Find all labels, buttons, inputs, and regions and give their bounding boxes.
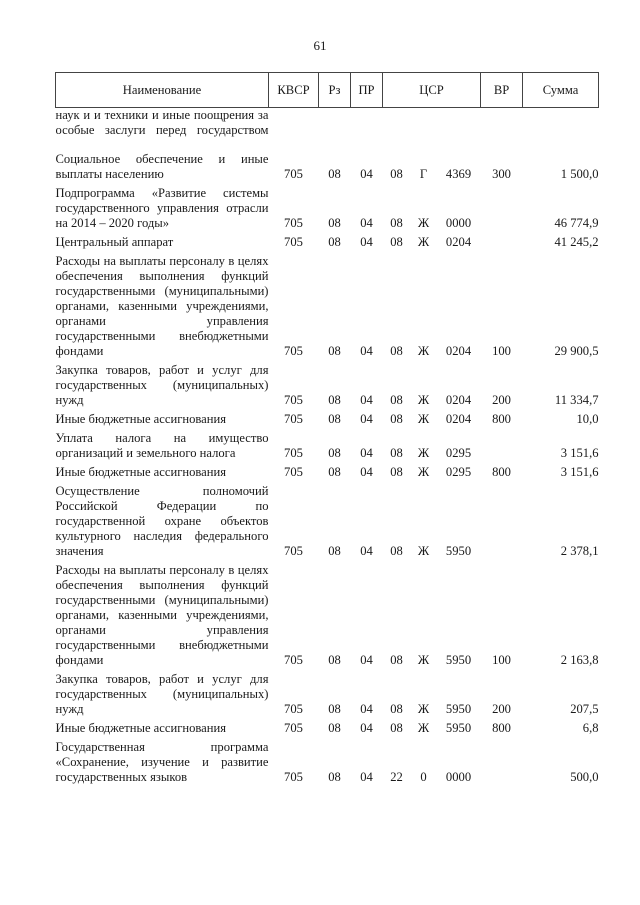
row-csr-direction: 0295 bbox=[445, 465, 472, 479]
row-kvsr: 705 bbox=[284, 465, 303, 479]
row-sum bbox=[523, 108, 599, 153]
row-kvsr: 705 bbox=[284, 412, 303, 426]
table-row bbox=[56, 563, 599, 672]
table-row bbox=[56, 412, 599, 431]
table-row bbox=[56, 740, 599, 789]
row-rz: 08 bbox=[328, 216, 341, 230]
page-number: 61 bbox=[313, 38, 327, 53]
row-csr-direction: 5950 bbox=[445, 702, 472, 716]
table-body bbox=[56, 108, 599, 790]
row-name: Иные бюджетные ассигнования bbox=[55, 412, 227, 426]
row-csr-program: 08 bbox=[390, 393, 403, 407]
row-pr: 04 bbox=[360, 412, 373, 426]
row-kvsr: 705 bbox=[284, 393, 303, 407]
row-csr-program: 08 bbox=[390, 721, 403, 735]
row-pr: 04 bbox=[360, 235, 373, 249]
row-csr-direction: 0204 bbox=[445, 235, 472, 249]
row-csr-direction: 5950 bbox=[445, 721, 472, 735]
row-name: Социальное обеспечение и иные выплаты населению bbox=[55, 152, 269, 181]
table-row bbox=[56, 363, 599, 412]
row-sum: 500,0 bbox=[570, 770, 599, 784]
row-rz: 08 bbox=[328, 465, 341, 479]
row-kvsr: 705 bbox=[284, 770, 303, 784]
row-rz: 08 bbox=[328, 770, 341, 784]
table-row bbox=[56, 431, 599, 465]
table-row bbox=[56, 721, 599, 740]
row-kvsr: 705 bbox=[284, 702, 303, 716]
table-row bbox=[56, 152, 599, 186]
row-sum: 2 378,1 bbox=[560, 544, 599, 558]
row-pr: 04 bbox=[360, 770, 373, 784]
row-csr-subprogram: Ж bbox=[417, 544, 430, 558]
row-vr bbox=[481, 108, 523, 153]
row-rz: 08 bbox=[328, 344, 341, 358]
row-csr-subprogram: Ж bbox=[417, 702, 430, 716]
row-kvsr: 705 bbox=[284, 653, 303, 667]
row-pr: 04 bbox=[360, 393, 373, 407]
row-rz: 08 bbox=[328, 653, 341, 667]
row-sum: 3 151,6 bbox=[560, 465, 599, 479]
row-csr-subprogram: 0 bbox=[420, 770, 427, 784]
row-csr-program: 08 bbox=[390, 544, 403, 558]
row-kvsr: 705 bbox=[284, 167, 303, 181]
row-csr-direction bbox=[437, 108, 481, 153]
row-pr: 04 bbox=[360, 216, 373, 230]
row-pr: 04 bbox=[360, 702, 373, 716]
table-row bbox=[56, 235, 599, 254]
row-kvsr bbox=[269, 108, 319, 153]
row-pr: 04 bbox=[360, 167, 373, 181]
row-csr-subprogram: Ж bbox=[417, 412, 430, 426]
row-csr-direction: 0295 bbox=[445, 446, 472, 460]
row-name: Подпрограмма «Развитие системы государственного управления отрасли на 2014 – 2020 годы» bbox=[55, 186, 269, 230]
table-row bbox=[56, 465, 599, 484]
row-csr-direction: 0000 bbox=[445, 770, 472, 784]
header-vr: ВР bbox=[481, 73, 523, 108]
row-rz: 08 bbox=[328, 235, 341, 249]
row-sum: 10,0 bbox=[576, 412, 599, 426]
table-row bbox=[56, 672, 599, 721]
row-name: Иные бюджетные ассигнования bbox=[55, 721, 227, 735]
row-vr: 800 bbox=[492, 465, 511, 479]
row-csr-subprogram: Ж bbox=[417, 235, 430, 249]
row-sum: 29 900,5 bbox=[554, 344, 599, 358]
row-csr-direction: 5950 bbox=[445, 653, 472, 667]
row-vr bbox=[481, 484, 523, 563]
row-name: Закупка товаров, работ и услуг для государственных (муниципальных) нужд bbox=[55, 672, 269, 716]
header-pr: ПР bbox=[351, 73, 383, 108]
row-csr-direction: 5950 bbox=[445, 544, 472, 558]
row-csr-subprogram: Ж bbox=[417, 653, 430, 667]
row-vr: 100 bbox=[492, 344, 511, 358]
row-csr-program: 08 bbox=[390, 235, 403, 249]
row-csr-program: 08 bbox=[390, 344, 403, 358]
row-csr-program: 08 bbox=[390, 167, 403, 181]
row-csr-direction: 0204 bbox=[445, 393, 472, 407]
row-vr bbox=[481, 235, 523, 254]
row-vr: 100 bbox=[492, 653, 511, 667]
row-kvsr: 705 bbox=[284, 344, 303, 358]
header-sum: Сумма bbox=[523, 73, 599, 108]
row-csr-program: 08 bbox=[390, 216, 403, 230]
row-vr: 800 bbox=[492, 412, 511, 426]
row-name: Центральный аппарат bbox=[55, 235, 174, 249]
row-rz: 08 bbox=[328, 167, 341, 181]
row-csr-program: 08 bbox=[390, 446, 403, 460]
row-kvsr: 705 bbox=[284, 544, 303, 558]
row-csr-subprogram: Г bbox=[419, 167, 428, 181]
row-csr-program: 08 bbox=[390, 465, 403, 479]
row-csr-program: 08 bbox=[390, 653, 403, 667]
row-name: Уплата налога на имущество организаций и земельного налога bbox=[55, 431, 269, 460]
row-name: Закупка товаров, работ и услуг для государственных (муниципальных) нужд bbox=[55, 363, 269, 407]
row-csr-subprogram: Ж bbox=[417, 721, 430, 735]
row-sum: 46 774,9 bbox=[554, 216, 599, 230]
row-rz: 08 bbox=[328, 393, 341, 407]
row-csr-program bbox=[383, 108, 411, 153]
row-pr bbox=[351, 108, 383, 153]
row-name: наук и и техники и иные поощрения за особые заслуги перед государством bbox=[55, 108, 269, 137]
row-kvsr: 705 bbox=[284, 446, 303, 460]
row-csr-program: 22 bbox=[390, 770, 403, 784]
row-pr: 04 bbox=[360, 721, 373, 735]
table-row bbox=[56, 186, 599, 235]
row-vr: 200 bbox=[492, 702, 511, 716]
row-sum: 1 500,0 bbox=[560, 167, 599, 181]
row-csr-subprogram: Ж bbox=[417, 446, 430, 460]
header-kvsr: КВСР bbox=[269, 73, 319, 108]
row-sum: 3 151,6 bbox=[560, 446, 599, 460]
row-csr-program: 08 bbox=[390, 702, 403, 716]
row-rz: 08 bbox=[328, 412, 341, 426]
row-pr: 04 bbox=[360, 446, 373, 460]
row-kvsr: 705 bbox=[284, 235, 303, 249]
row-csr-direction: 4369 bbox=[445, 167, 472, 181]
row-pr: 04 bbox=[360, 544, 373, 558]
row-vr: 800 bbox=[492, 721, 511, 735]
row-name: Государственная программа «Сохранение, изучение и развитие государственных языков bbox=[55, 740, 269, 784]
row-rz bbox=[319, 108, 351, 153]
budget-table bbox=[55, 72, 599, 789]
row-csr-direction: 0000 bbox=[445, 216, 472, 230]
row-name: Расходы на выплаты персоналу в целях обеспечения выполнения функций государственными (муниципальными) органами, казенными учреждениями, органами управления государственными внебюджетными фондами bbox=[55, 563, 269, 667]
row-csr-subprogram bbox=[411, 108, 437, 153]
row-sum: 207,5 bbox=[570, 702, 599, 716]
row-vr bbox=[481, 431, 523, 465]
row-csr-subprogram: Ж bbox=[417, 393, 430, 407]
row-vr bbox=[481, 740, 523, 789]
row-pr: 04 bbox=[360, 653, 373, 667]
row-sum: 41 245,2 bbox=[554, 235, 599, 249]
table-row bbox=[56, 108, 599, 153]
row-csr-direction: 0204 bbox=[445, 344, 472, 358]
row-sum: 11 334,7 bbox=[554, 393, 599, 407]
row-pr: 04 bbox=[360, 344, 373, 358]
row-vr bbox=[481, 186, 523, 235]
table-row bbox=[56, 484, 599, 563]
row-kvsr: 705 bbox=[284, 216, 303, 230]
row-sum: 2 163,8 bbox=[560, 653, 599, 667]
row-rz: 08 bbox=[328, 544, 341, 558]
row-vr: 300 bbox=[492, 167, 511, 181]
header-rz: Рз bbox=[319, 73, 351, 108]
row-rz: 08 bbox=[328, 721, 341, 735]
table-row bbox=[56, 254, 599, 363]
row-rz: 08 bbox=[328, 702, 341, 716]
row-sum: 6,8 bbox=[582, 721, 599, 735]
row-csr-subprogram: Ж bbox=[417, 216, 430, 230]
row-kvsr: 705 bbox=[284, 721, 303, 735]
row-csr-program: 08 bbox=[390, 412, 403, 426]
row-csr-subprogram: Ж bbox=[417, 344, 430, 358]
row-csr-direction: 0204 bbox=[445, 412, 472, 426]
row-name: Осуществление полномочий Российской Федерации по государственной охране объектов культурного наследия федерального значения bbox=[55, 484, 269, 558]
row-rz: 08 bbox=[328, 446, 341, 460]
row-name: Расходы на выплаты персоналу в целях обеспечения выполнения функций государственными (муниципальными) органами, казенными учреждениями, органами управления государственными внебюджетными фондами bbox=[55, 254, 269, 358]
row-name: Иные бюджетные ассигнования bbox=[55, 465, 227, 479]
row-csr-subprogram: Ж bbox=[417, 465, 430, 479]
row-pr: 04 bbox=[360, 465, 373, 479]
row-vr: 200 bbox=[492, 393, 511, 407]
header-csr: ЦСР bbox=[383, 73, 481, 108]
header-name: Наименование bbox=[56, 73, 269, 108]
table-header-row bbox=[56, 73, 599, 108]
